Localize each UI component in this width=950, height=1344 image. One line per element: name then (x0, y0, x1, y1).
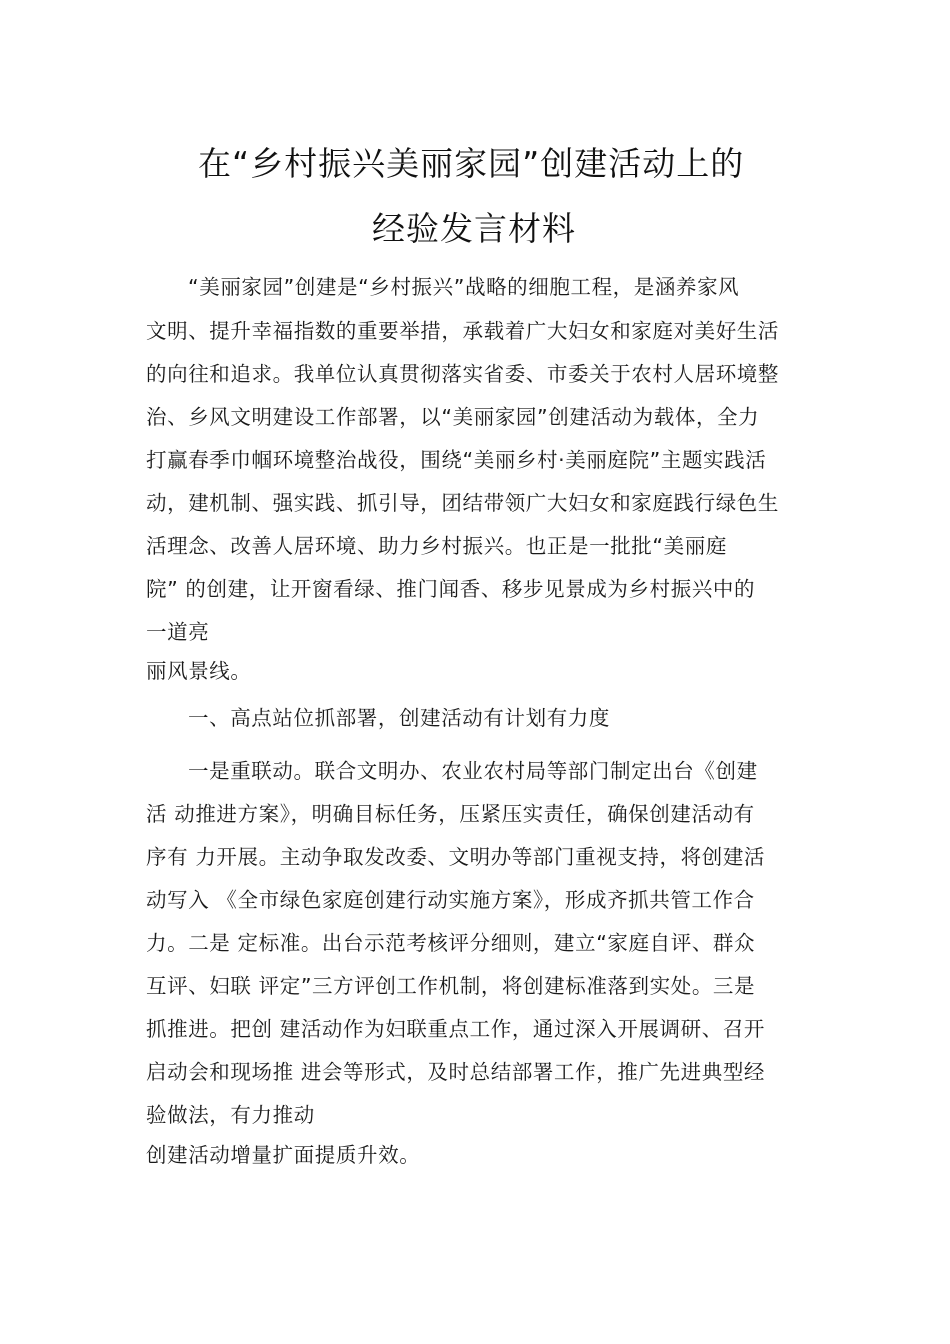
paragraph-2-line: 启动会和现场推 进会等形式，及时总结部署工作，推广先进典型经 (146, 1060, 766, 1084)
paragraph-1-line: 的向往和追求。我单位认真贯彻落实省委、市委关于农村人居环境整 (146, 362, 779, 386)
paragraph-1-line: 文明、提升幸福指数的重要举措，承载着广大妇女和家庭对美好生活 (146, 319, 779, 343)
paragraph-1-line: 活理念、改善人居环境、助力乡村振兴。也正是一批批“美丽庭 (146, 534, 727, 558)
paragraph-1-line: 丽风景线。 (146, 659, 252, 683)
paragraph-1-line: 一道亮 (146, 620, 210, 644)
paragraph-1-line: 动，建机制、强实践、抓引导，团结带领广大妇女和家庭践行绿色生 (146, 491, 779, 515)
paragraph-2-line: 验做法，有力推动 (146, 1103, 315, 1127)
section-heading-1: 一、高点站位抓部署，创建活动有计划有力度 (188, 706, 610, 730)
paragraph-2-line: 抓推进。把创 建活动作为妇联重点工作，通过深入开展调研、召开 (146, 1017, 766, 1041)
document-title-line-2: 经验发言材料 (372, 209, 576, 248)
paragraph-2-line: 力。二是 定标准。出台示范考核评分细则，建立“家庭自评、群众 (146, 931, 756, 955)
paragraph-2-line: 动写入 《全市绿色家庭创建行动实施方案》，形成齐抓共管工作合 (146, 888, 755, 912)
paragraph-1-line: 院” 的创建，让开窗看绿、推门闻香、移步见景成为乡村振兴中的 (146, 577, 756, 601)
paragraph-1-line: “美丽家园”创建是“乡村振兴”战略的细胞工程，是涵养家风 (188, 275, 740, 299)
paragraph-2-line: 序有 力开展。主动争取发改委、文明办等部门重视支持，将创建活 (146, 845, 766, 869)
paragraph-1-line: 打赢春季巾帼环境整治战役，围绕“美丽乡村·美丽庭院”主题实践活 (146, 448, 767, 472)
paragraph-2-line: 活 动推进方案》，明确目标任务，压紧压实责任，确保创建活动有 (146, 802, 755, 826)
paragraph-2-line: 创建活动增量扩面提质升效。 (146, 1143, 421, 1167)
paragraph-1-line: 治、乡风文明建设工作部署，以“美丽家园”创建活动为载体，全力 (146, 405, 760, 429)
document-title-line-1: 在“乡村振兴美丽家园”创建活动上的 (198, 144, 745, 183)
paragraph-2-line: 一是重联动。联合文明办、农业农村局等部门制定出台《创建 (188, 759, 758, 783)
paragraph-2-line: 互评、妇联 评定”三方评创工作机制，将创建标准落到实处。三是 (146, 974, 756, 998)
